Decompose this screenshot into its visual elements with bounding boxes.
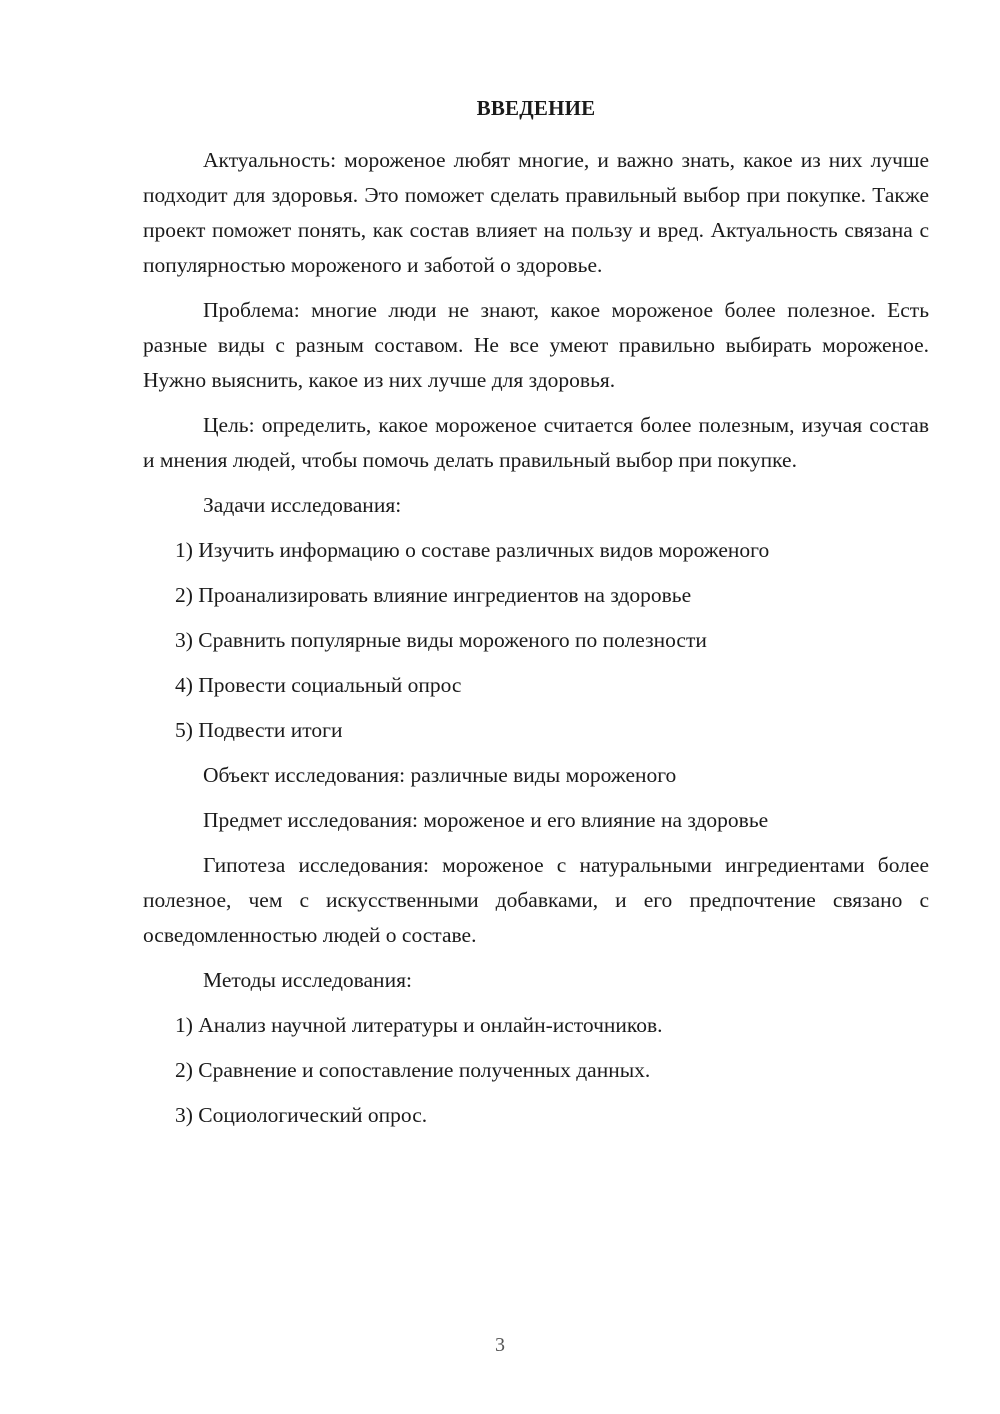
goal-paragraph: Цель: определить, какое мороженое считается более полезным, изучая состав и мнения людей, чтобы помочь делать правильный выбор при покупке. <box>143 413 929 472</box>
list-item: 1) Анализ научной литературы и онлайн-источников. <box>175 1013 663 1037</box>
list-item: 5) Подвести итоги <box>175 718 343 742</box>
object-line: Объект исследования: различные виды мороженого <box>203 763 677 787</box>
list-item: 4) Провести социальный опрос <box>175 673 462 697</box>
list-item: 1) Изучить информацию о составе различных видов мороженого <box>175 538 770 562</box>
list-item: 3) Сравнить популярные виды мороженого по полезности <box>175 628 707 652</box>
list-item: 3) Социологический опрос. <box>175 1103 428 1127</box>
list-item: 2) Сравнение и сопоставление полученных данных. <box>175 1058 651 1082</box>
problem-paragraph: Проблема: многие люди не знают, какое мороженое более полезное. Есть разные виды с разным составом. Не все умеют правильно выбирать мороженое. Нужно выяснить, какое из них лучше для здоровья. <box>143 298 929 392</box>
tasks-label: Задачи исследования: <box>203 493 402 517</box>
document-body <box>143 143 929 1143</box>
list-item: 2) Проанализировать влияние ингредиентов на здоровье <box>175 583 692 607</box>
page-number: 3 <box>495 1334 505 1356</box>
subject-line: Предмет исследования: мороженое и его влияние на здоровье <box>203 808 769 832</box>
methods-label: Методы исследования: <box>203 968 412 992</box>
methods-list <box>143 1008 929 1133</box>
relevance-paragraph: Актуальность: мороженое любят многие, и важно знать, какое из них лучше подходит для здоровья. Это поможет сделать правильный выбор при покупке. Также проект поможет понять, как состав влияет на пользу и вред. Актуальность связана с популярностью мороженого и заботой о здоровье. <box>143 148 929 277</box>
page-title: ВВЕДЕНИЕ <box>476 96 596 120</box>
hypothesis-paragraph: Гипотеза исследования: мороженое с натуральными ингредиентами более полезное, чем с искусственными добавками, и его предпочтение связано с осведомленностью людей о составе. <box>143 853 929 947</box>
tasks-list <box>143 533 929 748</box>
